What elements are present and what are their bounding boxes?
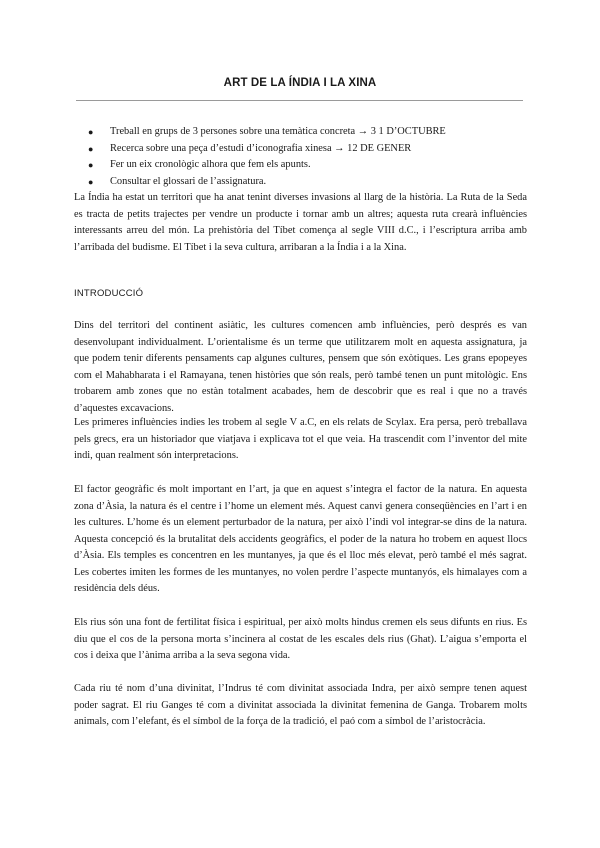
paragraph-geografia: El factor geogràfic és molt important en l’art, ja que en aquest s’integra el factor de la natura. En aquesta zona d’Àsia, la natura és el centre i l’home un element més. Aquest canvi genera conseqüències en l’art i en les cultures. L’home és un element perturbador de la natura, per això l’indi vol integrar-se dins de la natura. Aquesta concepció és la brutalitat dels accidents geogràfics, el poder de la natura ho trobem en aquest llocs d’Àsia. Els temples es concentren en les muntanyes, ja que és el lloc més elevat, però també el més sagrat. Les cobertes imiten les formes de les muntanyes, no volen perdre l’aspecte muntanyós, els himalayes com a residència dels déus.	[74, 484, 527, 594]
bullet-icon: ●	[88, 127, 94, 137]
task-text: Consultar el glossari de l’assignatura.	[110, 175, 267, 187]
section-heading-introduccio: INTRODUCCIÓ	[74, 288, 144, 299]
task-text: Recerca sobre una peça d’estudi d’iconografia xinesa → 12 DE GENER	[110, 142, 412, 154]
task-text: Treball en grups de 3 persones sobre una temàtica concreta → 3 1 D’OCTUBRE	[110, 126, 446, 137]
paragraph-scylax: Les primeres influències indies les trobem al segle V a.C, en els relats de Scylax. Era persa, però treballava pels grecs, era un historiador que viatjava i explicava tot el que veia. Ha trascendit com l’inventor del mite indi, quan realment són interpretacions.	[74, 417, 527, 461]
task-list-item	[86, 157, 526, 174]
paragraph-orientalisme: Dins del territori del continent asiàtic, les cultures comencen amb influències, però després es van desenvolupant individualment. L’orientalisme és un terme que utilitzarem molt en aquesta assignatura, ja que podem tenir diferents pensaments cap algunes cultures, pensem que són exòtiques. Les grans epopeyes com el Mahabharata i el Ramayana, tenen històries que són reals, però també tenen un punt mitològic. Ens trobarem amb zones que no estàn totalment acabades, hem de descobrir que es real i que no a través d’aquestes excavacions.	[74, 320, 527, 414]
task-list-item	[86, 174, 526, 191]
bullet-icon: ●	[88, 176, 94, 187]
bullet-icon: ●	[88, 160, 94, 170]
title-divider	[76, 100, 523, 101]
paragraph-divinitats: Cada riu té nom d’una divinitat, l’Indrus té com divinitat associada Indra, per això sempre tenen aquest poder sagrat. El riu Ganges té com a divinitat associada la divinitat femenina de Ganga. Trobarem molts animals, com l’elefant, és el símbol de la força de la tradició, el paó com a símbol de l’aristocràcia.	[74, 683, 527, 727]
intro-paragraph: La Índia ha estat un territori que ha anat tenint diverses invasions al llarg de la història. La Ruta de la Seda es tracta de petits trajectes per vendre un producte i tornar amb un altres; aquesta ruta crearà influències interessants arreu del món. La prehistòria del Tíbet comença al segle VIII d.C., i l’escriptura arriba amb l’arribada del budisme. El Tíbet i la seva cultura, arribaran a la Índia i a la Xina.	[74, 192, 527, 253]
bullet-icon: ●	[88, 143, 94, 154]
task-list-item	[86, 124, 526, 141]
task-list	[86, 124, 526, 190]
document-title: ART DE LA ÍNDIA I LA XINA	[223, 77, 377, 89]
paragraph-rius: Els rius són una font de fertilitat física i espiritual, per això molts hindus cremen els seus difunts en rius. Es diu que el cos de la persona morta s’incinera al costat de les escales dels rius (Ghat). L’aigua s’emporta el cos i deixa que l’ànima arriba a la seva segona vida.	[74, 617, 527, 661]
task-list-item	[86, 141, 526, 158]
task-text: Fer un eix cronològic alhora que fem els apunts.	[110, 159, 311, 170]
